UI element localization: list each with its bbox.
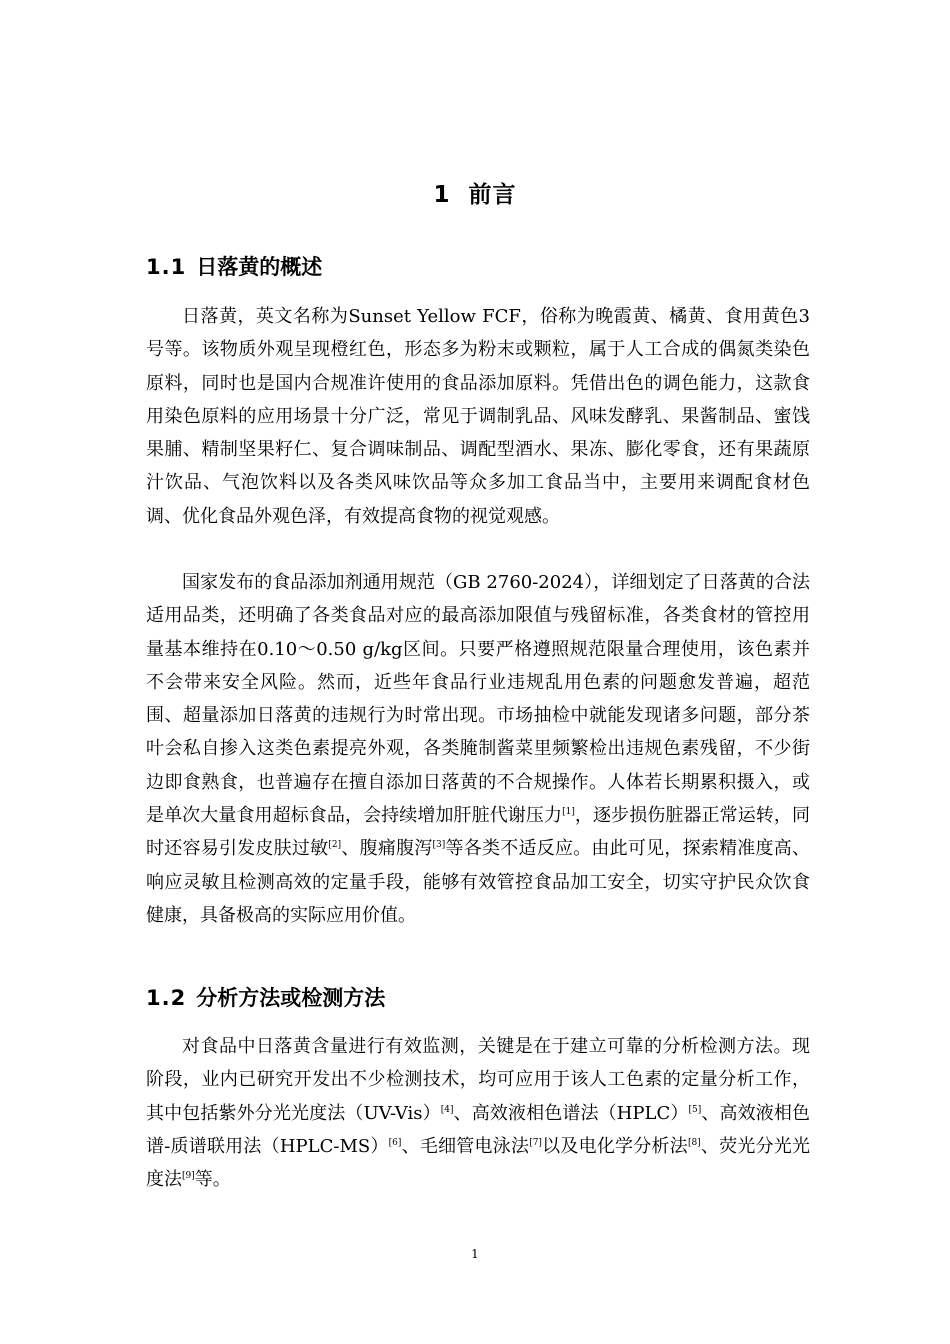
chapter-title-text: 前言 [468,182,517,208]
citation-ref[interactable]: [7] [529,1137,542,1148]
paragraph-text: 、荧光分光光度法 [146,1135,811,1191]
section-heading-1-2 [146,982,385,1014]
paragraph-text: 、高效液相色谱-质谱联用法（HPLC-MS） [146,1102,810,1157]
section-title-text: 分析方法或检测方法 [196,986,386,1010]
citation-ref[interactable]: [4] [440,1104,454,1115]
paragraph-text: 以及电化学分析法 [541,1135,688,1157]
section-number: 1.1 [146,255,187,279]
citation-ref[interactable]: [5] [688,1104,702,1115]
citation-ref[interactable]: [3] [432,840,446,851]
paragraph-text: 、腹痛腹泻 [341,838,433,860]
paragraph-methods [146,1030,810,1196]
chapter-title [0,178,950,212]
citation-ref[interactable]: [6] [388,1137,402,1148]
chapter-number: 1 [433,182,451,208]
section-title-text: 日落黄的概述 [196,255,323,279]
page-number: 1 [471,1247,479,1261]
citation-ref[interactable]: [1] [562,807,575,818]
paragraph-text: 等。 [194,1169,231,1191]
paragraph-regulation [146,566,810,932]
citation-ref[interactable]: [2] [328,840,342,851]
paragraph-text: 、毛细管电泳法 [401,1135,530,1157]
paragraph-overview [146,300,810,533]
paragraph-text: 等各类不适反应。由此可见，探索精准度高、响应灵敏且检测高效的定量手段，能够有效管控食品加工安全，切实守护民众饮食健康，具备极高的实际应用价值。 [146,838,811,926]
citation-ref[interactable]: [8] [687,1137,701,1148]
paragraph-text: 、高效液相色谱法（HPLC） [453,1102,689,1124]
citation-ref[interactable]: [9] [182,1171,195,1182]
paragraph-text: 日落黄，英文名称为Sunset Yellow FCF，俗称为晚霞黄、橘黄、食用黄色3号等。该物质外观呈现橙红色，形态多为粉末或颗粒，属于人工合成的偶氮类染色原料，同时也是国内合规准许使用的食品添加原料。凭借出色的调色能力，这款食用染色原料的应用场景十分广泛，常见于调制乳品、风味发酵乳、果酱制品、蜜饯果脯、精制坚果籽仁、复合调味制品、调配型酒水、果冻、膨化零食，还有果蔬原汁饮品、气泡饮料以及各类风味饮品等众多加工食品当中，主要用来调配食材色调、优化食品外观色泽，有效提高食物的视觉观感。 [146,306,810,527]
section-number: 1.2 [146,986,187,1010]
section-heading-1-1 [146,251,322,283]
paragraph-text: ，逐步损伤脏器正常运转，同时还容易引发皮肤过敏 [146,805,811,860]
paragraph-text: 对食品中日落黄含量进行有效监测，关键是在于建立可靠的分析检测方法。现阶段，业内已研究开发出不少检测技术，均可应用于该人工色素的定量分析工作，其中包括紫外分光光度法（UV-Vis） [146,1036,810,1124]
paragraph-text: 国家发布的食品添加剂通用规范（GB 2760-2024），详细划定了日落黄的合法适用品类，还明确了各类食品对应的最高添加限值与残留标准，各类食材的管控用量基本维持在0.10～0.50 g/kg区间。只要严格遵照规范限量合理使用，该色素并不会带来安全风险。然而，近些年食品行业违规乱用色素的问题愈发普遍，超范围、超量添加日落黄的违规行为时常出现。市场抽检中就能发现诸多问题，部分茶叶会私自掺入这类色素提亮外观，各类腌制酱菜里频繁检出违规色素残留，不少街边即食熟食，也普遍存在擅自添加日落黄的不合规操作。人体若长期累积摄入，或是单次大量食用超标食品，会持续增加肝脏代谢压力 [146,572,810,827]
